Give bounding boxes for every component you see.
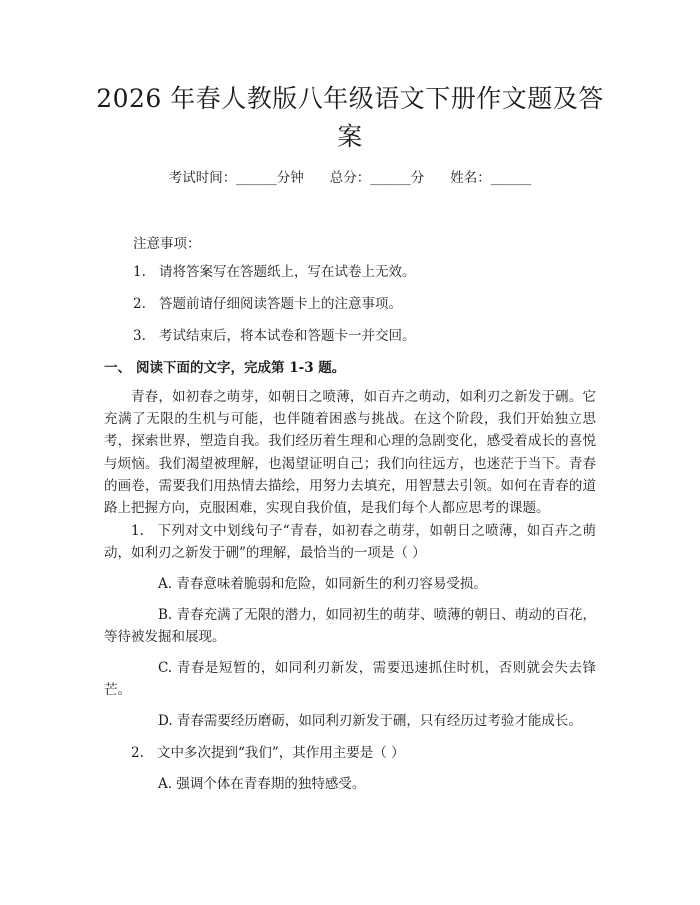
notice-item-text: 请将答案写在答题纸上，写在试卷上无效。 — [159, 264, 416, 280]
question-number: 2. — [131, 745, 144, 761]
notice-item — [133, 294, 402, 314]
question-text: 文中多次提到“我们”，其作用主要是（ ） — [157, 745, 405, 761]
notice-item — [133, 262, 416, 282]
notice-item-text: 考试结束后，将本试卷和答题卡一并交回。 — [159, 328, 416, 344]
reading-passage: 青春，如初春之萌芽，如朝日之喷薄，如百卉之萌动，如利刃之新发于硎。它充满了无限的生机与可能，也伴随着困惑与挑战。在这个阶段，我们开始独立思考，探索世界，塑造自我。我们经历着生理和心理的急剧变化，感受着成长的喜悦与烦恼。我们渴望被理解，也渴望证明自己；我们向往远方，也迷茫于当下。青春的画卷，需要我们用热情去描绘，用努力去填充，用智慧去引领。如何在青春的道路上把握方向，克服困难，实现自我价值，是我们每个人都应思考的课题。 — [104, 389, 596, 517]
notice-heading: 注意事项： — [133, 236, 201, 252]
page-title: 2026 年春人教版八年级语文下册作文题及答案 — [96, 84, 604, 151]
section-heading — [104, 356, 345, 376]
answer-option: C. 青春是短暂的，如同利刃新发，需要迅速抓住时机，否则就会失去锋芒。 — [104, 660, 596, 699]
section-heading-text: 阅读下面的文字，完成第 1-3 题。 — [136, 360, 346, 376]
name-label: 姓名：______ — [450, 170, 532, 186]
question-number: 1. — [131, 523, 144, 539]
answer-option: B. 青春充满了无限的潜力，如同初生的萌芽、喷薄的朝日、萌动的百花，等待被发掘和展现。 — [104, 607, 596, 646]
question — [104, 520, 596, 564]
answer-option: A. 青春意味着脆弱和危险，如同新生的利刃容易受损。 — [158, 576, 487, 592]
notice-item-number: 1. — [133, 264, 146, 280]
answer-option: A. 强调个体在青春期的独特感受。 — [158, 776, 366, 792]
notice-item — [133, 326, 416, 346]
notice-item-text: 答题前请仔细阅读答题卡上的注意事项。 — [159, 296, 402, 312]
section-number: 一、 — [104, 360, 131, 376]
exam-time-label: 考试时间：______分钟 — [168, 170, 304, 186]
total-score-label: 总分：______分 — [329, 170, 425, 186]
question — [104, 742, 596, 764]
notice-item-number: 2. — [133, 296, 146, 312]
question-text: 下列对文中划线句子“青春，如初春之萌芽，如朝日之喷薄，如百卉之萌动，如利刃之新发于硎”的理解，最恰当的一项是（ ） — [104, 523, 596, 562]
answer-option: D. 青春需要经历磨砺，如同利刃新发于硎，只有经历过考验才能成长。 — [158, 713, 582, 729]
exam-meta — [0, 168, 700, 188]
notice-item-number: 3. — [133, 328, 146, 344]
